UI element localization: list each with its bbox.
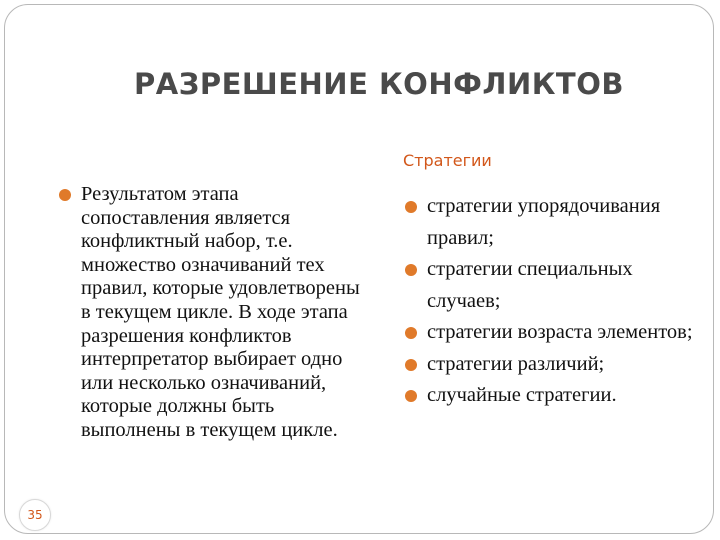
list-item bbox=[59, 183, 369, 443]
slide bbox=[4, 4, 714, 534]
bullet-icon bbox=[405, 327, 417, 339]
left-column bbox=[59, 183, 369, 443]
list-item bbox=[405, 380, 705, 412]
bullet-icon bbox=[405, 201, 417, 213]
list-item-text: случайные стратегии. bbox=[427, 384, 617, 406]
list-item bbox=[405, 317, 705, 349]
list-item bbox=[405, 254, 705, 317]
page-number-badge: 35 bbox=[19, 499, 51, 531]
bullet-icon bbox=[405, 359, 417, 371]
list-item-text: стратегии различий; bbox=[427, 352, 605, 375]
list-item bbox=[405, 349, 705, 381]
list-item bbox=[405, 191, 705, 254]
list-item-text: стратегии упорядочивания правил; bbox=[427, 195, 661, 249]
bullet-icon bbox=[59, 189, 71, 201]
list-item-text: стратегии возраста элементов; bbox=[427, 321, 693, 343]
bullet-icon bbox=[405, 390, 417, 402]
bullet-icon bbox=[405, 264, 417, 276]
strategies-heading: Стратегии bbox=[403, 151, 492, 170]
right-column bbox=[405, 191, 705, 412]
list-item-text: стратегии специальных случаев; bbox=[427, 258, 633, 312]
list-item-text: Результатом этапа сопоставления является конфликтный набор, т.е. множество означиваний тех правил, которые удовлетворены в текущем цикле. В ходе этапа разрешения конфликтов интерпретатор выбирает одно или несколько означиваний, которые должны быть выполнены в текущем цикле. bbox=[81, 183, 360, 441]
slide-title: РАЗРЕШЕНИЕ КОНФЛИКТОВ bbox=[134, 67, 624, 101]
